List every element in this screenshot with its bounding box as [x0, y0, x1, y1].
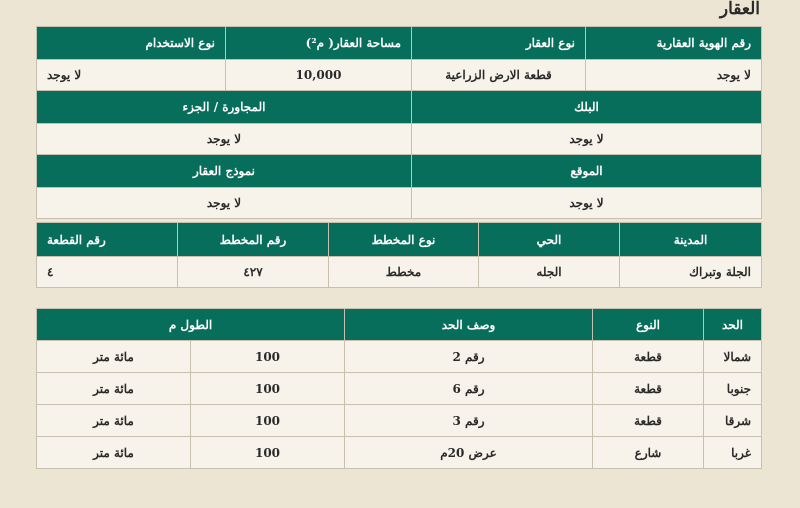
- location-value-row: [37, 188, 762, 219]
- property-value-row: [37, 60, 762, 91]
- boundary-length-text: مائة متر: [37, 437, 191, 469]
- boundary-length: 100: [191, 373, 345, 405]
- header-length: الطول م: [37, 309, 345, 341]
- boundary-side: شرقا: [704, 405, 762, 437]
- value-property-id: لا يوجد: [586, 60, 762, 91]
- boundary-length-text: مائة متر: [37, 341, 191, 373]
- location-header-row: [37, 155, 762, 188]
- boundary-length: 100: [191, 405, 345, 437]
- value-plan-number: ٤٢٧: [178, 257, 329, 288]
- table-row: [37, 341, 762, 373]
- table-row: [37, 405, 762, 437]
- plan-header-row: [37, 223, 762, 257]
- boundary-type: شارع: [593, 437, 704, 469]
- boundary-type: قطعة: [593, 405, 704, 437]
- block-header-row: [37, 91, 762, 124]
- boundary-length-text: مائة متر: [37, 405, 191, 437]
- boundary-side: جنوبا: [704, 373, 762, 405]
- plan-value-row: [37, 257, 762, 288]
- boundary-description: رقم 2: [345, 341, 593, 373]
- block-value-row: [37, 124, 762, 155]
- plan-info-table: [36, 222, 762, 288]
- boundary-side: غربا: [704, 437, 762, 469]
- header-type: النوع: [593, 309, 704, 341]
- value-property-area: 10,000: [226, 60, 412, 91]
- boundary-type: قطعة: [593, 373, 704, 405]
- header-property-area: مساحة العقار( م²): [226, 27, 412, 60]
- value-property-type: قطعة الارض الزراعية: [412, 60, 586, 91]
- header-neighborhood-part: المجاورة / الجزء: [37, 91, 412, 124]
- header-usage-type: نوع الاستخدام: [37, 27, 226, 60]
- value-neighborhood-part: لا يوجد: [37, 124, 412, 155]
- header-property-model: نموذج العقار: [37, 155, 412, 188]
- boundary-length: 100: [191, 341, 345, 373]
- table-row: [37, 437, 762, 469]
- value-district: الجله: [479, 257, 620, 288]
- table-row: [37, 373, 762, 405]
- header-plot-number: رقم القطعة: [37, 223, 178, 257]
- header-block: البلك: [412, 91, 762, 124]
- boundary-description: رقم 3: [345, 405, 593, 437]
- value-plan-type: مخطط: [329, 257, 479, 288]
- header-plan-number: رقم المخطط: [178, 223, 329, 257]
- boundaries-header-row: [37, 309, 762, 341]
- header-property-id: رقم الهوية العقارية: [586, 27, 762, 60]
- value-city: الجلة وتبراك: [620, 257, 762, 288]
- value-location: لا يوجد: [412, 188, 762, 219]
- header-property-type: نوع العقار: [412, 27, 586, 60]
- header-plan-type: نوع المخطط: [329, 223, 479, 257]
- header-boundary-description: وصف الحد: [345, 309, 593, 341]
- boundary-length: 100: [191, 437, 345, 469]
- value-usage-type: لا يوجد: [37, 60, 226, 91]
- page-title: العقار: [719, 0, 760, 19]
- boundary-length-text: مائة متر: [37, 373, 191, 405]
- value-property-model: لا يوجد: [37, 188, 412, 219]
- property-info-table: [36, 26, 762, 219]
- boundaries-table: [36, 308, 762, 469]
- header-boundary: الحد: [704, 309, 762, 341]
- header-location: الموقع: [412, 155, 762, 188]
- property-header-row: [37, 27, 762, 60]
- boundary-side: شمالا: [704, 341, 762, 373]
- boundary-type: قطعة: [593, 341, 704, 373]
- header-city: المدينة: [620, 223, 762, 257]
- boundary-description: رقم 6: [345, 373, 593, 405]
- value-block: لا يوجد: [412, 124, 762, 155]
- value-plot-number: ٤: [37, 257, 178, 288]
- boundary-description: عرض 20م: [345, 437, 593, 469]
- header-district: الحي: [479, 223, 620, 257]
